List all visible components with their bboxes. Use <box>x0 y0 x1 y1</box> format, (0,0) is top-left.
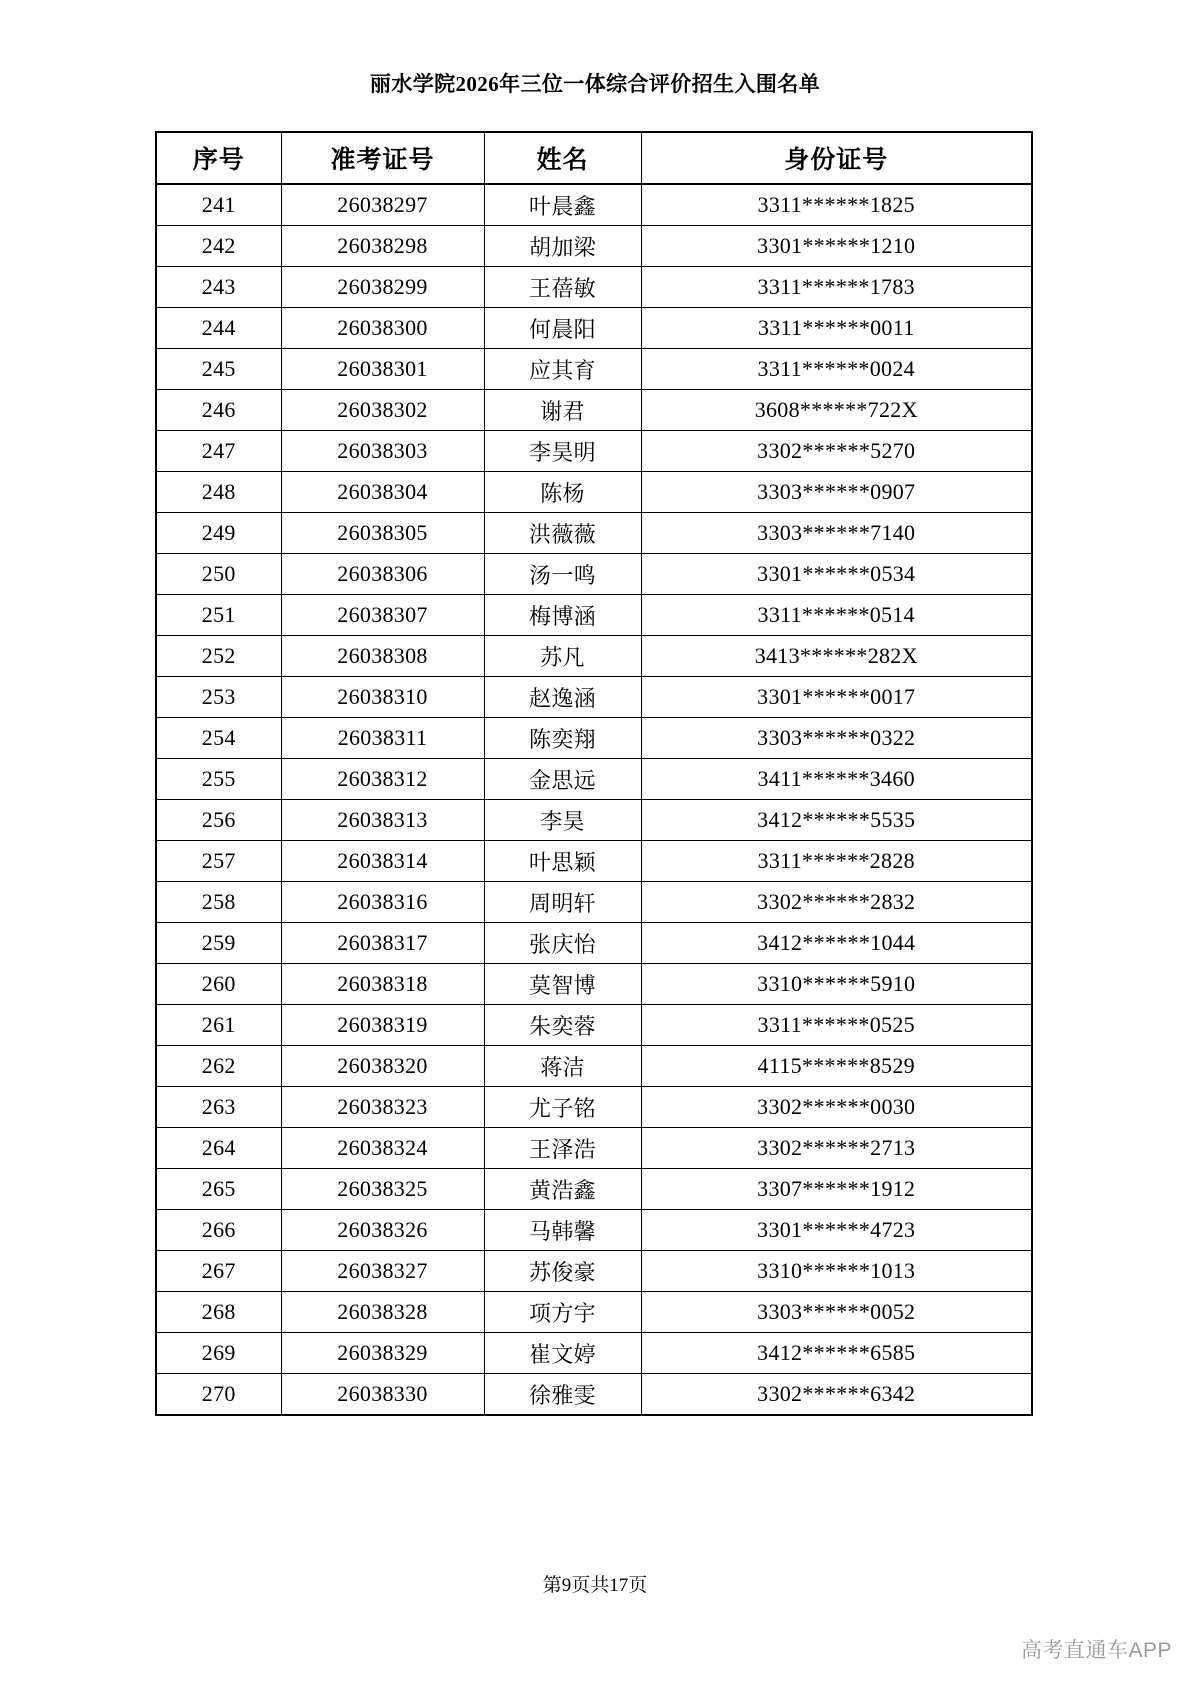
cell-name: 张庆怡 <box>484 923 641 964</box>
cell-id_no: 3413******282X <box>641 636 1032 677</box>
cell-exam_no: 26038328 <box>281 1292 484 1333</box>
cell-index: 252 <box>156 636 281 677</box>
cell-index: 256 <box>156 800 281 841</box>
cell-exam_no: 26038307 <box>281 595 484 636</box>
cell-name: 马韩馨 <box>484 1210 641 1251</box>
cell-id_no: 3301******0534 <box>641 554 1032 595</box>
cell-exam_no: 26038310 <box>281 677 484 718</box>
cell-exam_no: 26038301 <box>281 349 484 390</box>
cell-exam_no: 26038323 <box>281 1087 484 1128</box>
cell-exam_no: 26038327 <box>281 1251 484 1292</box>
cell-exam_no: 26038313 <box>281 800 484 841</box>
cell-index: 261 <box>156 1005 281 1046</box>
cell-name: 谢君 <box>484 390 641 431</box>
cell-id_no: 3303******0322 <box>641 718 1032 759</box>
cell-id_no: 3307******1912 <box>641 1169 1032 1210</box>
cell-exam_no: 26038312 <box>281 759 484 800</box>
cell-index: 247 <box>156 431 281 472</box>
cell-id_no: 3311******0011 <box>641 308 1032 349</box>
cell-name: 陈奕翔 <box>484 718 641 759</box>
roster-table <box>155 131 1033 1416</box>
table-row <box>156 308 1032 349</box>
cell-exam_no: 26038320 <box>281 1046 484 1087</box>
app-watermark: 高考直通车APP <box>1020 1639 1172 1662</box>
cell-index: 260 <box>156 964 281 1005</box>
column-header-index: 序号 <box>156 132 281 184</box>
cell-exam_no: 26038308 <box>281 636 484 677</box>
table-row <box>156 431 1032 472</box>
table-row <box>156 390 1032 431</box>
cell-id_no: 3412******6585 <box>641 1333 1032 1374</box>
column-header-id-no: 身份证号 <box>641 132 1032 184</box>
table-row <box>156 554 1032 595</box>
cell-name: 苏凡 <box>484 636 641 677</box>
page-number-footer: 第9页共17页 <box>542 1575 648 1596</box>
table-row <box>156 1005 1032 1046</box>
cell-name: 黄浩鑫 <box>484 1169 641 1210</box>
cell-id_no: 3301******0017 <box>641 677 1032 718</box>
table-row <box>156 882 1032 923</box>
cell-id_no: 3302******2713 <box>641 1128 1032 1169</box>
table-row <box>156 1374 1032 1416</box>
cell-exam_no: 26038306 <box>281 554 484 595</box>
table-row <box>156 718 1032 759</box>
cell-name: 叶晨鑫 <box>484 184 641 226</box>
roster-table-container <box>155 131 1031 1416</box>
cell-index: 241 <box>156 184 281 226</box>
table-row <box>156 964 1032 1005</box>
table-row <box>156 1210 1032 1251</box>
table-row <box>156 1169 1032 1210</box>
cell-name: 胡加梁 <box>484 226 641 267</box>
table-body <box>156 184 1032 1415</box>
table-row <box>156 267 1032 308</box>
cell-index: 269 <box>156 1333 281 1374</box>
cell-name: 苏俊豪 <box>484 1251 641 1292</box>
table-row <box>156 1251 1032 1292</box>
cell-index: 251 <box>156 595 281 636</box>
cell-exam_no: 26038305 <box>281 513 484 554</box>
table-row <box>156 841 1032 882</box>
table-header-row <box>156 132 1032 184</box>
table-row <box>156 1128 1032 1169</box>
cell-exam_no: 26038314 <box>281 841 484 882</box>
cell-id_no: 3412******5535 <box>641 800 1032 841</box>
cell-exam_no: 26038319 <box>281 1005 484 1046</box>
cell-name: 尤子铭 <box>484 1087 641 1128</box>
cell-exam_no: 26038298 <box>281 226 484 267</box>
table-row <box>156 636 1032 677</box>
cell-name: 王泽浩 <box>484 1128 641 1169</box>
cell-index: 270 <box>156 1374 281 1416</box>
cell-index: 248 <box>156 472 281 513</box>
cell-id_no: 3311******1825 <box>641 184 1032 226</box>
cell-name: 应其育 <box>484 349 641 390</box>
table-row <box>156 226 1032 267</box>
cell-index: 267 <box>156 1251 281 1292</box>
cell-id_no: 3310******5910 <box>641 964 1032 1005</box>
cell-name: 梅博涵 <box>484 595 641 636</box>
cell-exam_no: 26038311 <box>281 718 484 759</box>
cell-id_no: 3301******4723 <box>641 1210 1032 1251</box>
cell-name: 金思远 <box>484 759 641 800</box>
cell-exam_no: 26038326 <box>281 1210 484 1251</box>
cell-index: 242 <box>156 226 281 267</box>
cell-id_no: 3303******0907 <box>641 472 1032 513</box>
cell-exam_no: 26038325 <box>281 1169 484 1210</box>
cell-exam_no: 26038318 <box>281 964 484 1005</box>
cell-id_no: 3302******5270 <box>641 431 1032 472</box>
cell-name: 陈杨 <box>484 472 641 513</box>
page-title: 丽水学院2026年三位一体综合评价招生入围名单 <box>369 72 821 96</box>
cell-exam_no: 26038316 <box>281 882 484 923</box>
cell-id_no: 3311******0525 <box>641 1005 1032 1046</box>
cell-exam_no: 26038303 <box>281 431 484 472</box>
table-row <box>156 349 1032 390</box>
cell-name: 李昊 <box>484 800 641 841</box>
cell-name: 周明轩 <box>484 882 641 923</box>
cell-id_no: 3302******2832 <box>641 882 1032 923</box>
cell-index: 263 <box>156 1087 281 1128</box>
cell-index: 255 <box>156 759 281 800</box>
cell-name: 朱奕蓉 <box>484 1005 641 1046</box>
table-row <box>156 800 1032 841</box>
table-row <box>156 1087 1032 1128</box>
cell-index: 246 <box>156 390 281 431</box>
cell-index: 268 <box>156 1292 281 1333</box>
table-row <box>156 759 1032 800</box>
cell-id_no: 3303******0052 <box>641 1292 1032 1333</box>
cell-id_no: 3311******1783 <box>641 267 1032 308</box>
cell-index: 259 <box>156 923 281 964</box>
cell-index: 265 <box>156 1169 281 1210</box>
cell-exam_no: 26038330 <box>281 1374 484 1416</box>
cell-name: 何晨阳 <box>484 308 641 349</box>
cell-name: 徐雅雯 <box>484 1374 641 1416</box>
cell-exam_no: 26038297 <box>281 184 484 226</box>
cell-exam_no: 26038317 <box>281 923 484 964</box>
table-row <box>156 1292 1032 1333</box>
cell-name: 汤一鸣 <box>484 554 641 595</box>
cell-id_no: 3301******1210 <box>641 226 1032 267</box>
cell-id_no: 3303******7140 <box>641 513 1032 554</box>
cell-index: 262 <box>156 1046 281 1087</box>
table-row <box>156 1333 1032 1374</box>
cell-index: 257 <box>156 841 281 882</box>
cell-name: 莫智博 <box>484 964 641 1005</box>
cell-name: 洪薇薇 <box>484 513 641 554</box>
cell-exam_no: 26038304 <box>281 472 484 513</box>
table-row <box>156 1046 1032 1087</box>
table-row <box>156 472 1032 513</box>
cell-index: 250 <box>156 554 281 595</box>
cell-index: 264 <box>156 1128 281 1169</box>
cell-index: 243 <box>156 267 281 308</box>
cell-index: 253 <box>156 677 281 718</box>
cell-id_no: 3302******0030 <box>641 1087 1032 1128</box>
table-row <box>156 595 1032 636</box>
cell-index: 266 <box>156 1210 281 1251</box>
cell-id_no: 3608******722X <box>641 390 1032 431</box>
cell-name: 叶思颖 <box>484 841 641 882</box>
cell-name: 李昊明 <box>484 431 641 472</box>
cell-name: 蒋洁 <box>484 1046 641 1087</box>
cell-index: 244 <box>156 308 281 349</box>
table-row <box>156 677 1032 718</box>
column-header-name: 姓名 <box>484 132 641 184</box>
cell-exam_no: 26038329 <box>281 1333 484 1374</box>
cell-id_no: 3310******1013 <box>641 1251 1032 1292</box>
cell-exam_no: 26038302 <box>281 390 484 431</box>
table-row <box>156 184 1032 226</box>
cell-id_no: 3311******2828 <box>641 841 1032 882</box>
cell-id_no: 3411******3460 <box>641 759 1032 800</box>
cell-exam_no: 26038299 <box>281 267 484 308</box>
table-row <box>156 923 1032 964</box>
table-row <box>156 513 1032 554</box>
cell-exam_no: 26038300 <box>281 308 484 349</box>
cell-exam_no: 26038324 <box>281 1128 484 1169</box>
cell-name: 王蓓敏 <box>484 267 641 308</box>
cell-index: 249 <box>156 513 281 554</box>
cell-name: 赵逸涵 <box>484 677 641 718</box>
cell-index: 254 <box>156 718 281 759</box>
cell-id_no: 4115******8529 <box>641 1046 1032 1087</box>
cell-index: 245 <box>156 349 281 390</box>
cell-name: 崔文婷 <box>484 1333 641 1374</box>
cell-id_no: 3302******6342 <box>641 1374 1032 1416</box>
cell-id_no: 3311******0024 <box>641 349 1032 390</box>
cell-id_no: 3412******1044 <box>641 923 1032 964</box>
cell-index: 258 <box>156 882 281 923</box>
column-header-exam-no: 准考证号 <box>281 132 484 184</box>
cell-id_no: 3311******0514 <box>641 595 1032 636</box>
table-header <box>156 132 1032 184</box>
cell-name: 项方宇 <box>484 1292 641 1333</box>
